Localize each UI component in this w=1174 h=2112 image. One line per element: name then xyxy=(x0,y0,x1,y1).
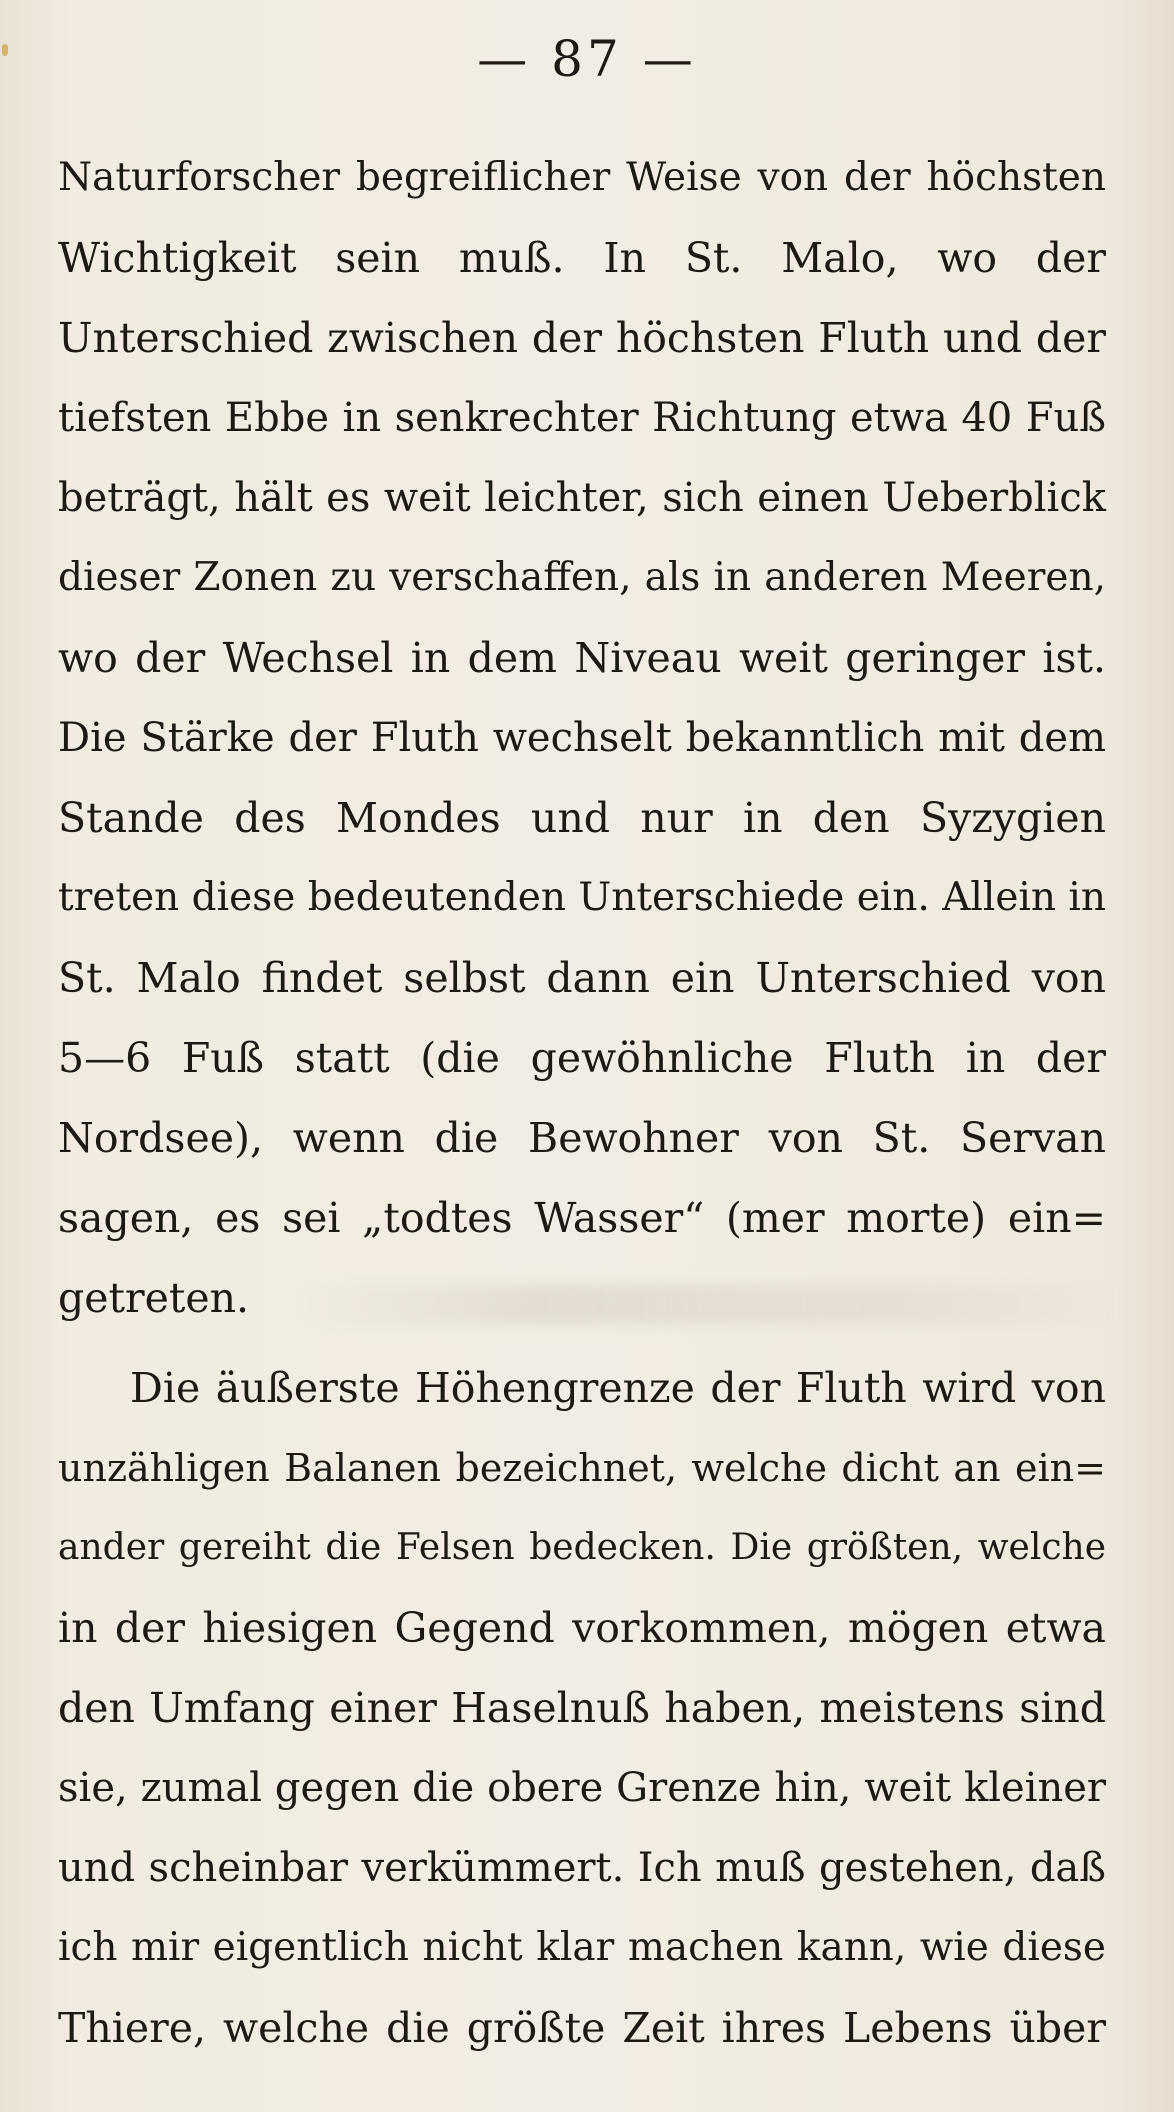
text-line: Die äußerste Höhengrenze der Fluth wird von xyxy=(130,1364,1106,1412)
text-line: sagen, es sei „todtes Wasser“ (mer morte) ein= xyxy=(58,1194,1106,1242)
text-line: in der hiesigen Gegend vorkommen, mögen etwa xyxy=(58,1604,1106,1652)
text-line: getreten. xyxy=(58,1274,250,1322)
text-line: 5—6 Fuß statt (die gewöhnliche Fluth in der xyxy=(58,1034,1106,1082)
text-line: den Umfang einer Haselnuß haben, meistens sind xyxy=(58,1684,1106,1732)
text-line: St. Malo findet selbst dann ein Unterschied von xyxy=(58,954,1106,1002)
text-line: ich mir eigentlich nicht klar machen kann, wie diese xyxy=(58,1925,1106,1970)
text-line: treten diese bedeutenden Unterschiede ein. Allein in xyxy=(58,875,1106,920)
text-line: tiefsten Ebbe in senkrechter Richtung etwa 40 Fuß xyxy=(58,395,1106,441)
text-line: sie, zumal gegen die obere Grenze hin, weit kleiner xyxy=(58,1765,1106,1811)
text-line: Die Stärke der Fluth wechselt bekanntlich mit dem xyxy=(58,715,1106,761)
text-line: beträgt, hält es weit leichter, sich einen Ueberblick xyxy=(58,475,1106,521)
page-number: — 87 — xyxy=(477,30,697,88)
text-line: dieser Zonen zu verschaffen, als in anderen Meeren, xyxy=(58,555,1106,600)
text-line: und scheinbar verkümmert. Ich muß gestehen, daß xyxy=(58,1845,1106,1891)
text-line: unzähligen Balanen bezeichnet, welche dicht an ein= xyxy=(58,1446,1106,1490)
text-line: Wichtigkeit sein muß. In St. Malo, wo der xyxy=(58,234,1106,282)
text-line: Naturforscher begreiflicher Weise von der höchsten xyxy=(58,155,1106,200)
text-line: Stande des Mondes und nur in den Syzygien xyxy=(58,794,1106,842)
text-line: wo der Wechsel in dem Niveau weit geringer ist. xyxy=(58,634,1106,682)
text-line: Nordsee), wenn die Bewohner von St. Servan xyxy=(58,1114,1106,1162)
text-line: Unterschied zwischen der höchsten Fluth und der xyxy=(58,314,1106,362)
text-line: ander gereiht die Felsen bedecken. Die größten, welche xyxy=(58,1527,1106,1568)
text-line: Thiere, welche die größte Zeit ihres Lebens über xyxy=(58,2004,1106,2052)
